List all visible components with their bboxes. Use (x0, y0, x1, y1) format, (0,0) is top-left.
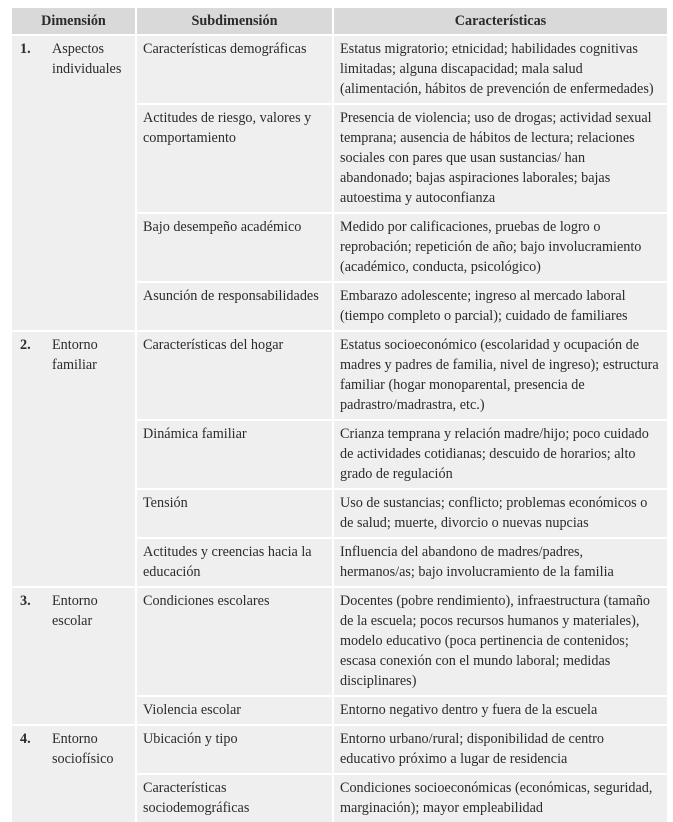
characteristics-cell: Condiciones socioeconómicas (económicas, seguridad, marginación); mayor empleabilidad (333, 774, 667, 822)
dimension-cell (12, 35, 136, 331)
characteristics-cell: Entorno urbano/rural; disponibilidad de centro educativo próximo a lugar de residencia (333, 725, 667, 774)
dimension-number: 1. (20, 41, 31, 57)
subdimension-cell: Violencia escolar (136, 696, 333, 725)
dimension-number: 3. (20, 593, 31, 609)
dimension-cell (12, 725, 136, 822)
characteristics-cell: Influencia del abandono de madres/padres, hermanos/as; bajo involucramiento de la familia (333, 538, 667, 587)
dimension-label: Entorno sociofísico (52, 731, 114, 767)
table-row (12, 725, 667, 774)
subdimension-cell: Actitudes de riesgo, valores y comportamiento (136, 104, 333, 213)
characteristics-cell: Presencia de violencia; uso de drogas; actividad sexual temprana; ausencia de hábitos de lectura; relaciones sociales con pares que usan sustancias/ han abandonado; bajas aspiraciones laborales; bajas autoestima y autoconfianza (333, 104, 667, 213)
dimension-label: Aspectos individuales (52, 41, 122, 77)
dimension-label: Entorno familiar (52, 337, 98, 373)
subdimension-cell: Asunción de responsabilidades (136, 282, 333, 331)
subdimension-cell: Condiciones escolares (136, 587, 333, 696)
subdimension-cell: Características demográficas (136, 35, 333, 104)
dimension-number: 4. (20, 731, 31, 747)
subdimension-cell: Características del hogar (136, 331, 333, 420)
characteristics-cell: Entorno negativo dentro y fuera de la escuela (333, 696, 667, 725)
dimensions-table (12, 8, 667, 822)
characteristics-cell: Embarazo adolescente; ingreso al mercado laboral (tiempo completo o parcial); cuidado de familiares (333, 282, 667, 331)
subdimension-cell: Tensión (136, 489, 333, 538)
subdimension-cell: Bajo desempeño académico (136, 213, 333, 282)
subdimension-cell: Dinámica familiar (136, 420, 333, 489)
dimension-number: 2. (20, 337, 31, 353)
characteristics-cell: Crianza temprana y relación madre/hijo; poco cuidado de actividades cotidianas; descuido de horarios; alto grado de regulación (333, 420, 667, 489)
characteristics-cell: Uso de sustancias; conflicto; problemas económicos o de salud; muerte, divorcio o nuevas nupcias (333, 489, 667, 538)
characteristics-cell: Docentes (pobre rendimiento), infraestructura (tamaño de la escuela; pocos recursos humanos y materiales), modelo educativo (poca pertinencia de contenidos; escasa conexión con el mundo laboral; medidas disciplinares) (333, 587, 667, 696)
header-characteristics: Características (333, 8, 667, 35)
subdimension-cell: Ubicación y tipo (136, 725, 333, 774)
header-dimension: Dimensión (12, 8, 136, 35)
characteristics-cell: Estatus migratorio; etnicidad; habilidades cognitivas limitadas; alguna discapacidad; mala salud (alimentación, hábitos de prevención de enfermedades) (333, 35, 667, 104)
characteristics-cell: Medido por calificaciones, pruebas de logro o reprobación; repetición de año; bajo involucramiento (académico, conducta, psicológico) (333, 213, 667, 282)
dimension-cell (12, 587, 136, 725)
table-row (12, 35, 667, 104)
characteristics-cell: Estatus socioeconómico (escolaridad y ocupación de madres y padres de familia, nivel de ingreso); estructura familiar (hogar monoparental, presencia de padrastro/madrastra, etc.) (333, 331, 667, 420)
dimension-cell (12, 331, 136, 587)
table-row (12, 587, 667, 696)
header-row (12, 8, 667, 35)
subdimension-cell: Características sociodemográficas (136, 774, 333, 822)
table-row (12, 331, 667, 420)
header-subdimension: Subdimensión (136, 8, 333, 35)
dimension-label: Entorno escolar (52, 593, 98, 629)
subdimension-cell: Actitudes y creencias hacia la educación (136, 538, 333, 587)
